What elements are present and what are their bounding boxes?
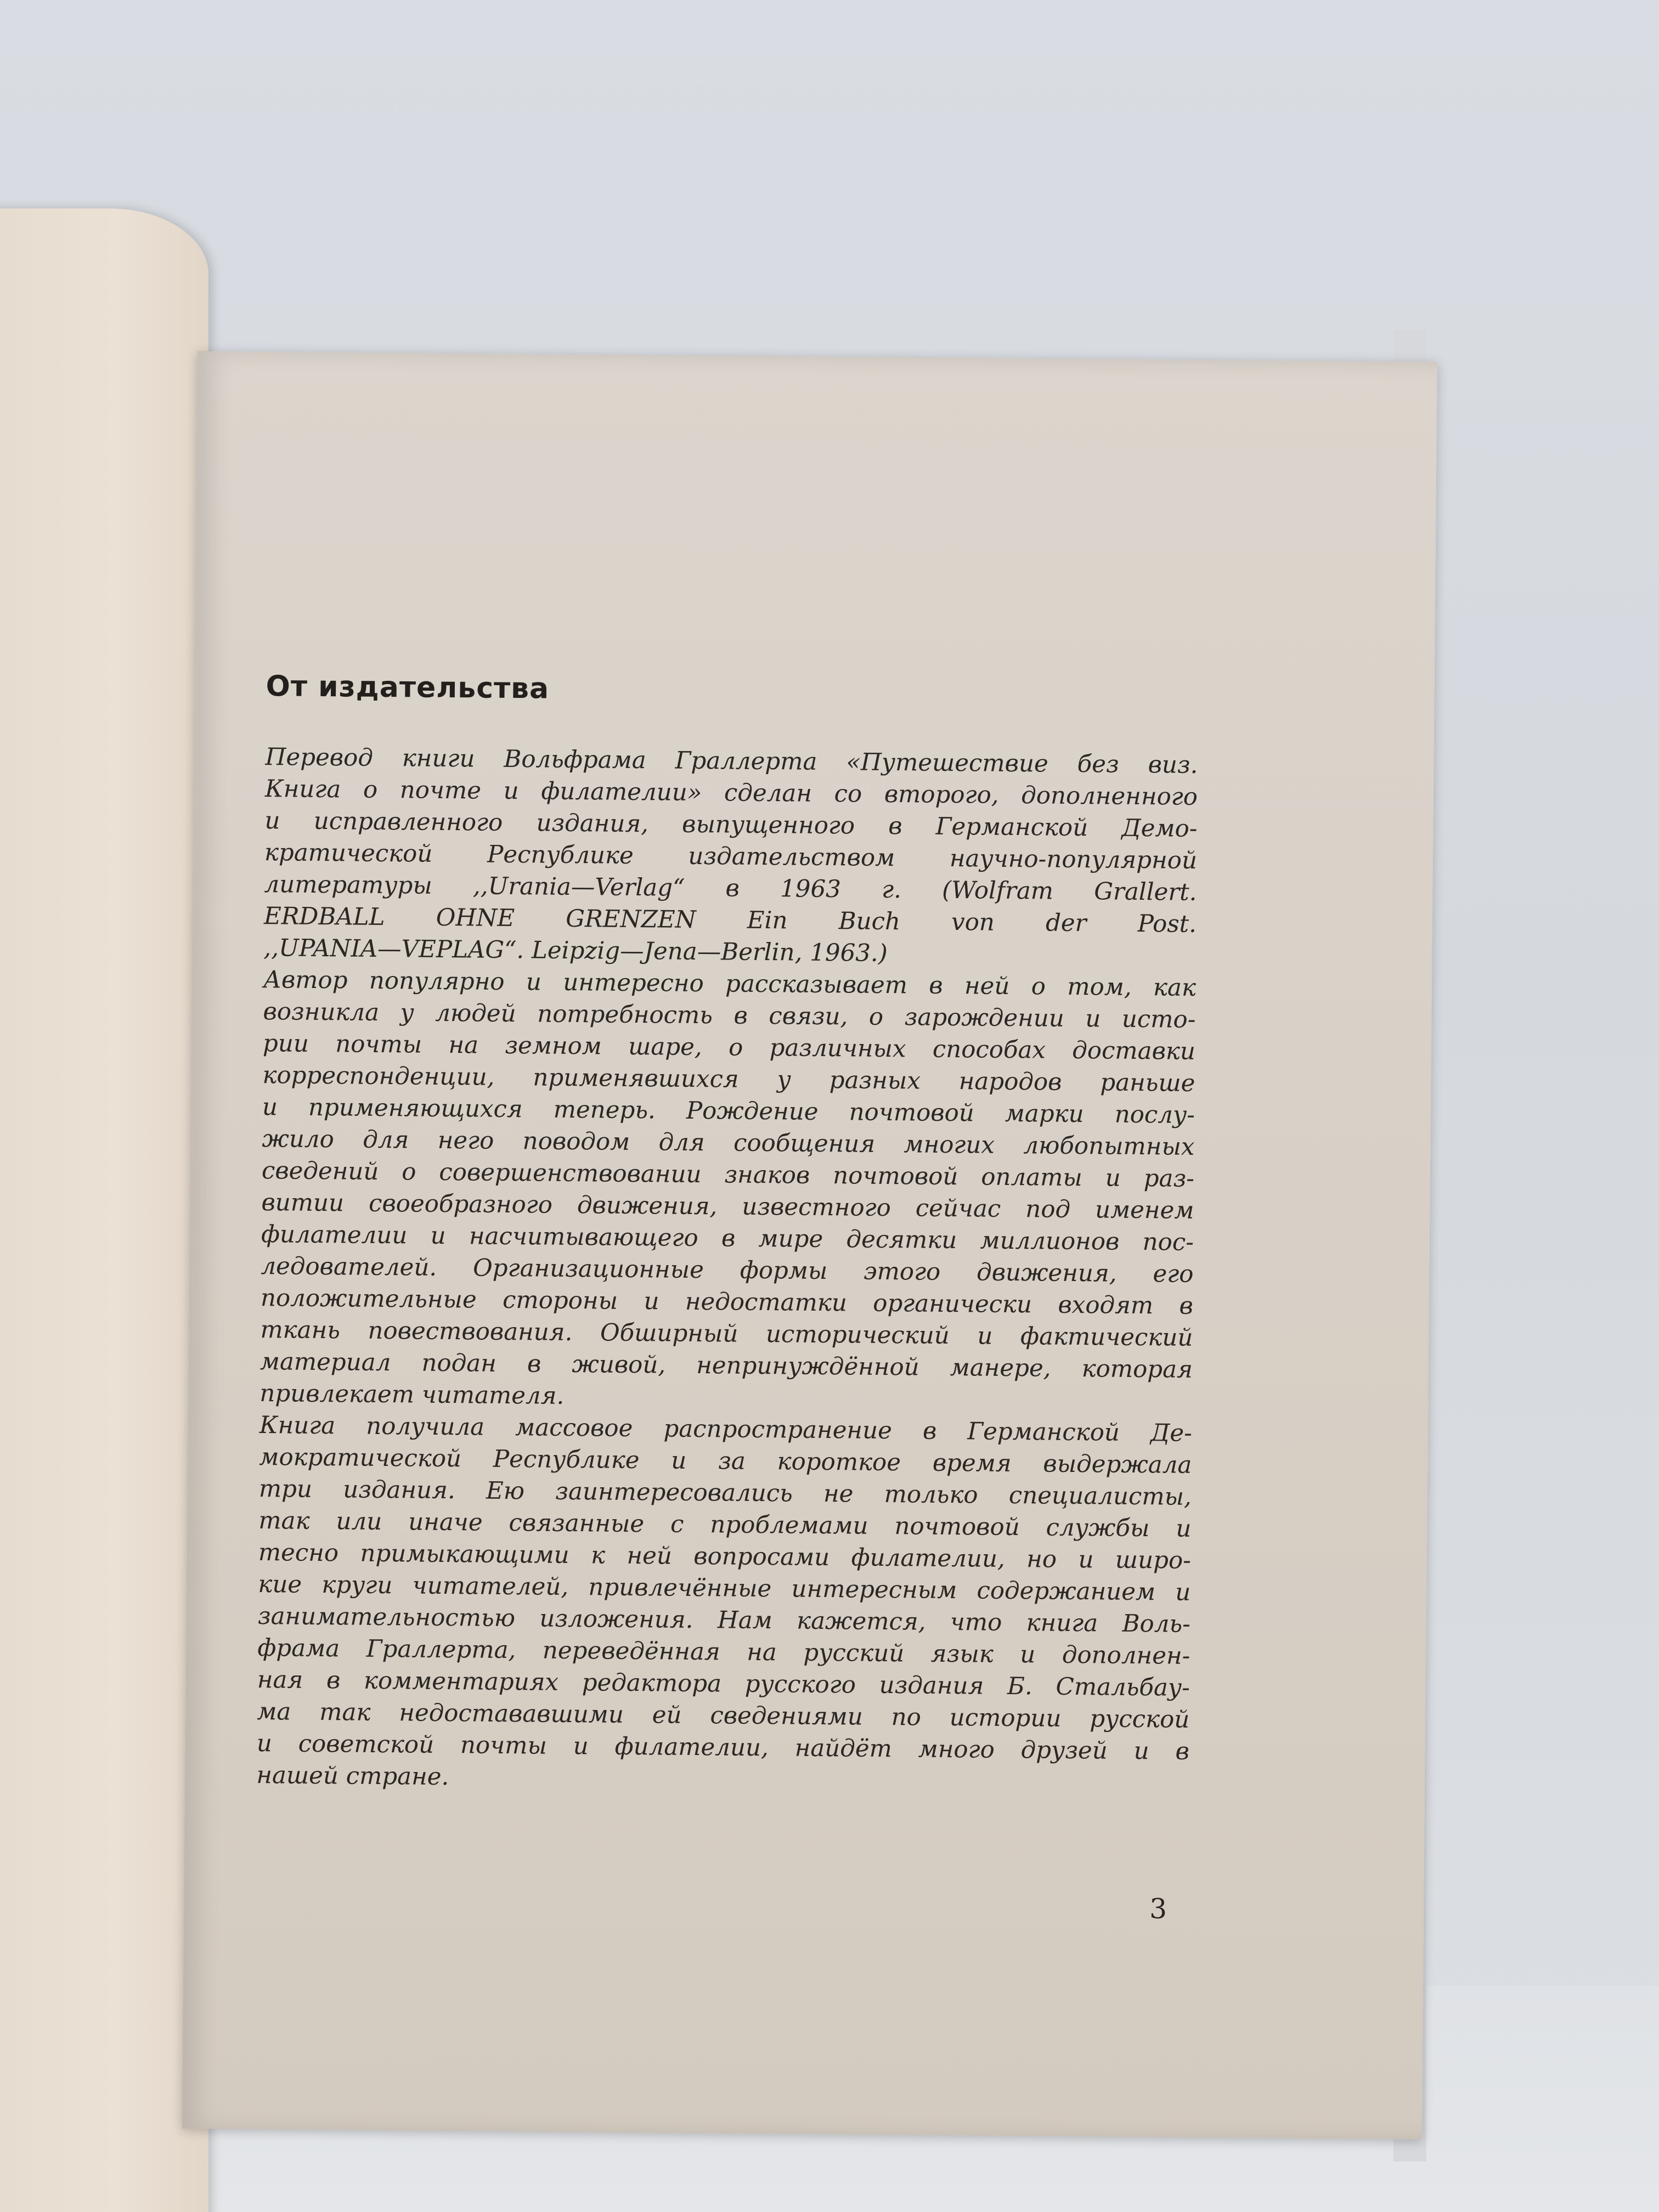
text-line: ERDBALL OHNE GRENZEN Ein Buch von der Post. [263,902,1197,938]
text-line: нашей стране. [256,1762,449,1791]
text-line: жило для него поводом для сообщения многих любопытных [262,1125,1195,1161]
text-line: и советской почты и филателии, найдёт много друзей и в [256,1730,1190,1765]
text-line: витии своеобразного движения, известного сейчас под именем [261,1189,1194,1224]
text-line: мократической Республике и за короткое время выдержала [259,1443,1192,1479]
text-line: ная в комментариях редактора русского издания Б. Стальбау- [257,1666,1190,1702]
text-line: и применяющихся теперь. Рождение почтовой марки послу- [262,1093,1195,1129]
text-line: рии почты на земном шаре, о различных способах доставки [262,1030,1196,1065]
text-line: привлекает читателя. [259,1380,565,1410]
text-line: ледователей. Организационные формы этого движения, его [261,1252,1194,1288]
text-line: корреспонденции, применявшихся у разных народов раньше [262,1062,1195,1097]
text-line: и исправленного издания, выпущенного в Германской Демо- [264,807,1198,843]
text-line: положительные стороны и недостатки органически входят в [260,1284,1194,1320]
text-line: Автор популярно и интересно рассказывает в ней о том, как [263,966,1197,1002]
text-line: ,,UPANIA—VEPLAG“. Leipzig—Jena—Berlin, 1963.) [263,934,888,968]
page-content [256,670,1199,1799]
text-line: ма так недостававшими ей сведениями по истории русской [257,1698,1190,1734]
text-line: три издания. Ею заинтересовались не только специалисты, [258,1475,1192,1511]
text-line: тесно примыкающими к ней вопросами филателии, но и широ- [258,1539,1192,1575]
text-line: кратической Республике издательством научно-популярной [264,839,1198,874]
text-line: так или иначе связанные с проблемами почтовой службы и [258,1507,1192,1543]
text-line: занимательностью изложения. Нам кажется, что книга Воль- [257,1602,1191,1638]
text-line: материал подан в живой, непринуждённой манере, которая [259,1348,1193,1384]
text-line: кие круги читателей, привлечённые интересным содержанием и [258,1571,1191,1606]
text-line: сведений о совершенствовании знаков почтовой оплаты и раз- [261,1157,1195,1193]
left-page [0,208,208,2212]
text-line: Перевод книги Вольфрама Граллерта «Путешествие без виз. [265,743,1198,779]
text-line: филателии и насчитывающего в мире десятки миллионов пос- [261,1221,1194,1256]
text-line: фрама Граллерта, переведённая на русский язык и дополнен- [257,1634,1190,1670]
text-line: возникла у людей потребность в связи, о зарождении и исто- [263,998,1196,1034]
body-text [256,741,1198,1799]
text-line: Книга получила массовое распространение в Германской Де- [259,1412,1193,1447]
text-line: ткань повествования. Обширный исторический и фактический [260,1316,1193,1352]
text-line: литературы ,,Urania—Verlag“ в 1963 г. (Wolfram Grallert. [264,871,1197,906]
section-heading: От издательства [266,670,550,706]
text-line: Книга о почте и филателии» сделан со второго, дополненного [264,775,1198,811]
page-number: 3 [1149,1893,1167,1925]
book-page [182,351,1437,2140]
